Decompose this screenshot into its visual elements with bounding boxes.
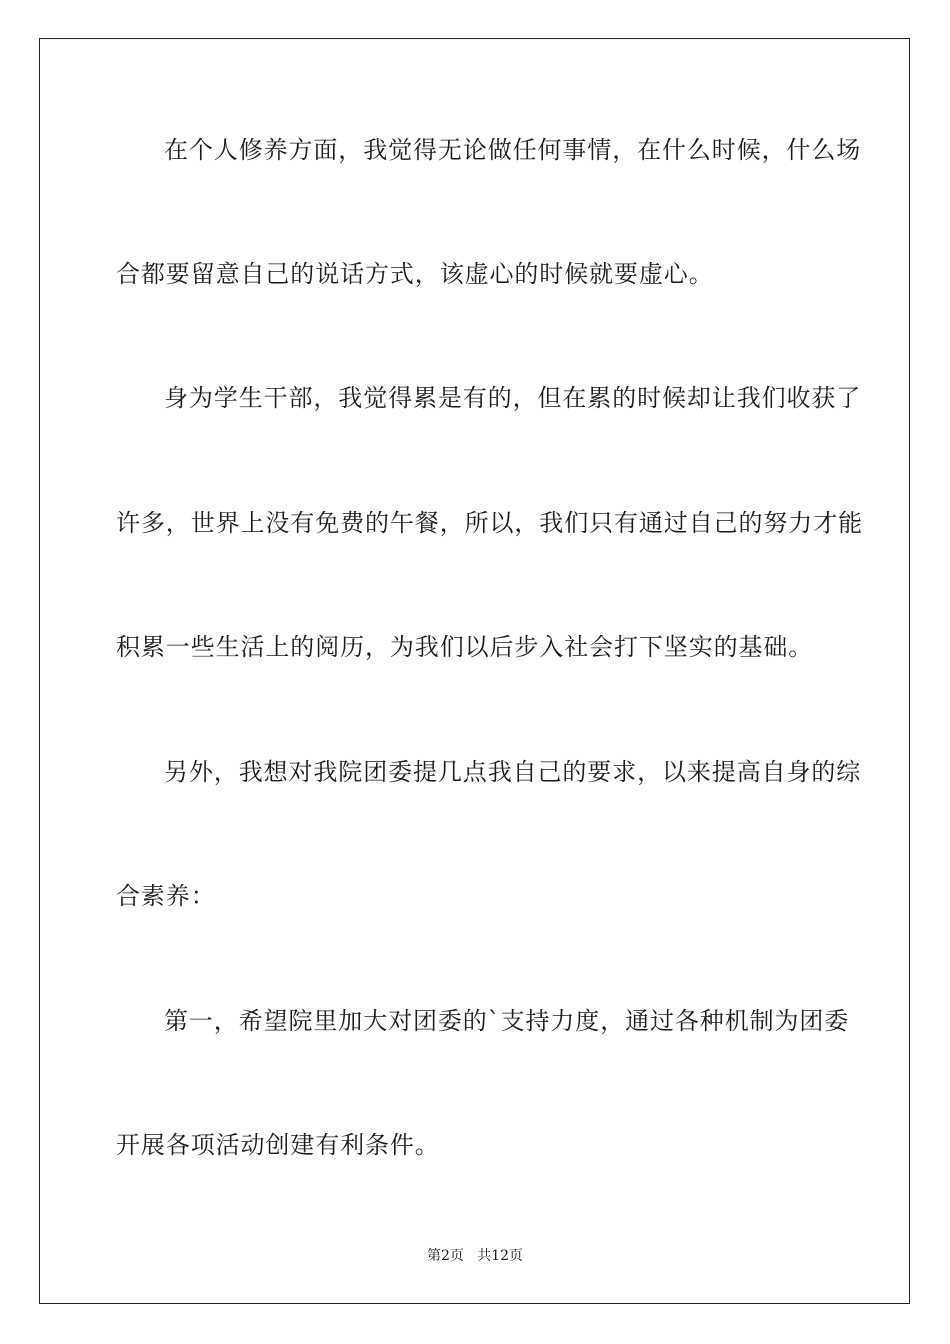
paragraph-line: 第一，希望院里加大对团委的`支持力度，通过各种机制为团委 <box>164 1007 850 1035</box>
paragraph-line: 在个人修养方面，我觉得无论做任何事情，在什么时候，什么场 <box>164 136 862 164</box>
paragraph-line: 合都要留意自己的说话方式，该虚心的时候就要虚心。 <box>116 260 714 288</box>
paragraph-line: 许多，世界上没有免费的午餐，所以，我们只有通过自己的努力才能 <box>116 509 863 537</box>
paragraph-line: 开展各项活动创建有利条件。 <box>116 1131 440 1159</box>
page-frame <box>39 38 910 1304</box>
paragraph-line: 身为学生干部，我觉得累是有的，但在累的时候却让我们收获了 <box>164 384 862 412</box>
paragraph-line: 另外，我想对我院团委提几点我自己的要求，以来提高自身的综 <box>164 758 862 786</box>
paragraph-line: 积累一些生活上的阅历，为我们以后步入社会打下坚实的基础。 <box>116 633 814 661</box>
paragraph-line: 合素养： <box>116 882 216 910</box>
page-indicator: 第2页 共12页 <box>426 1248 524 1264</box>
